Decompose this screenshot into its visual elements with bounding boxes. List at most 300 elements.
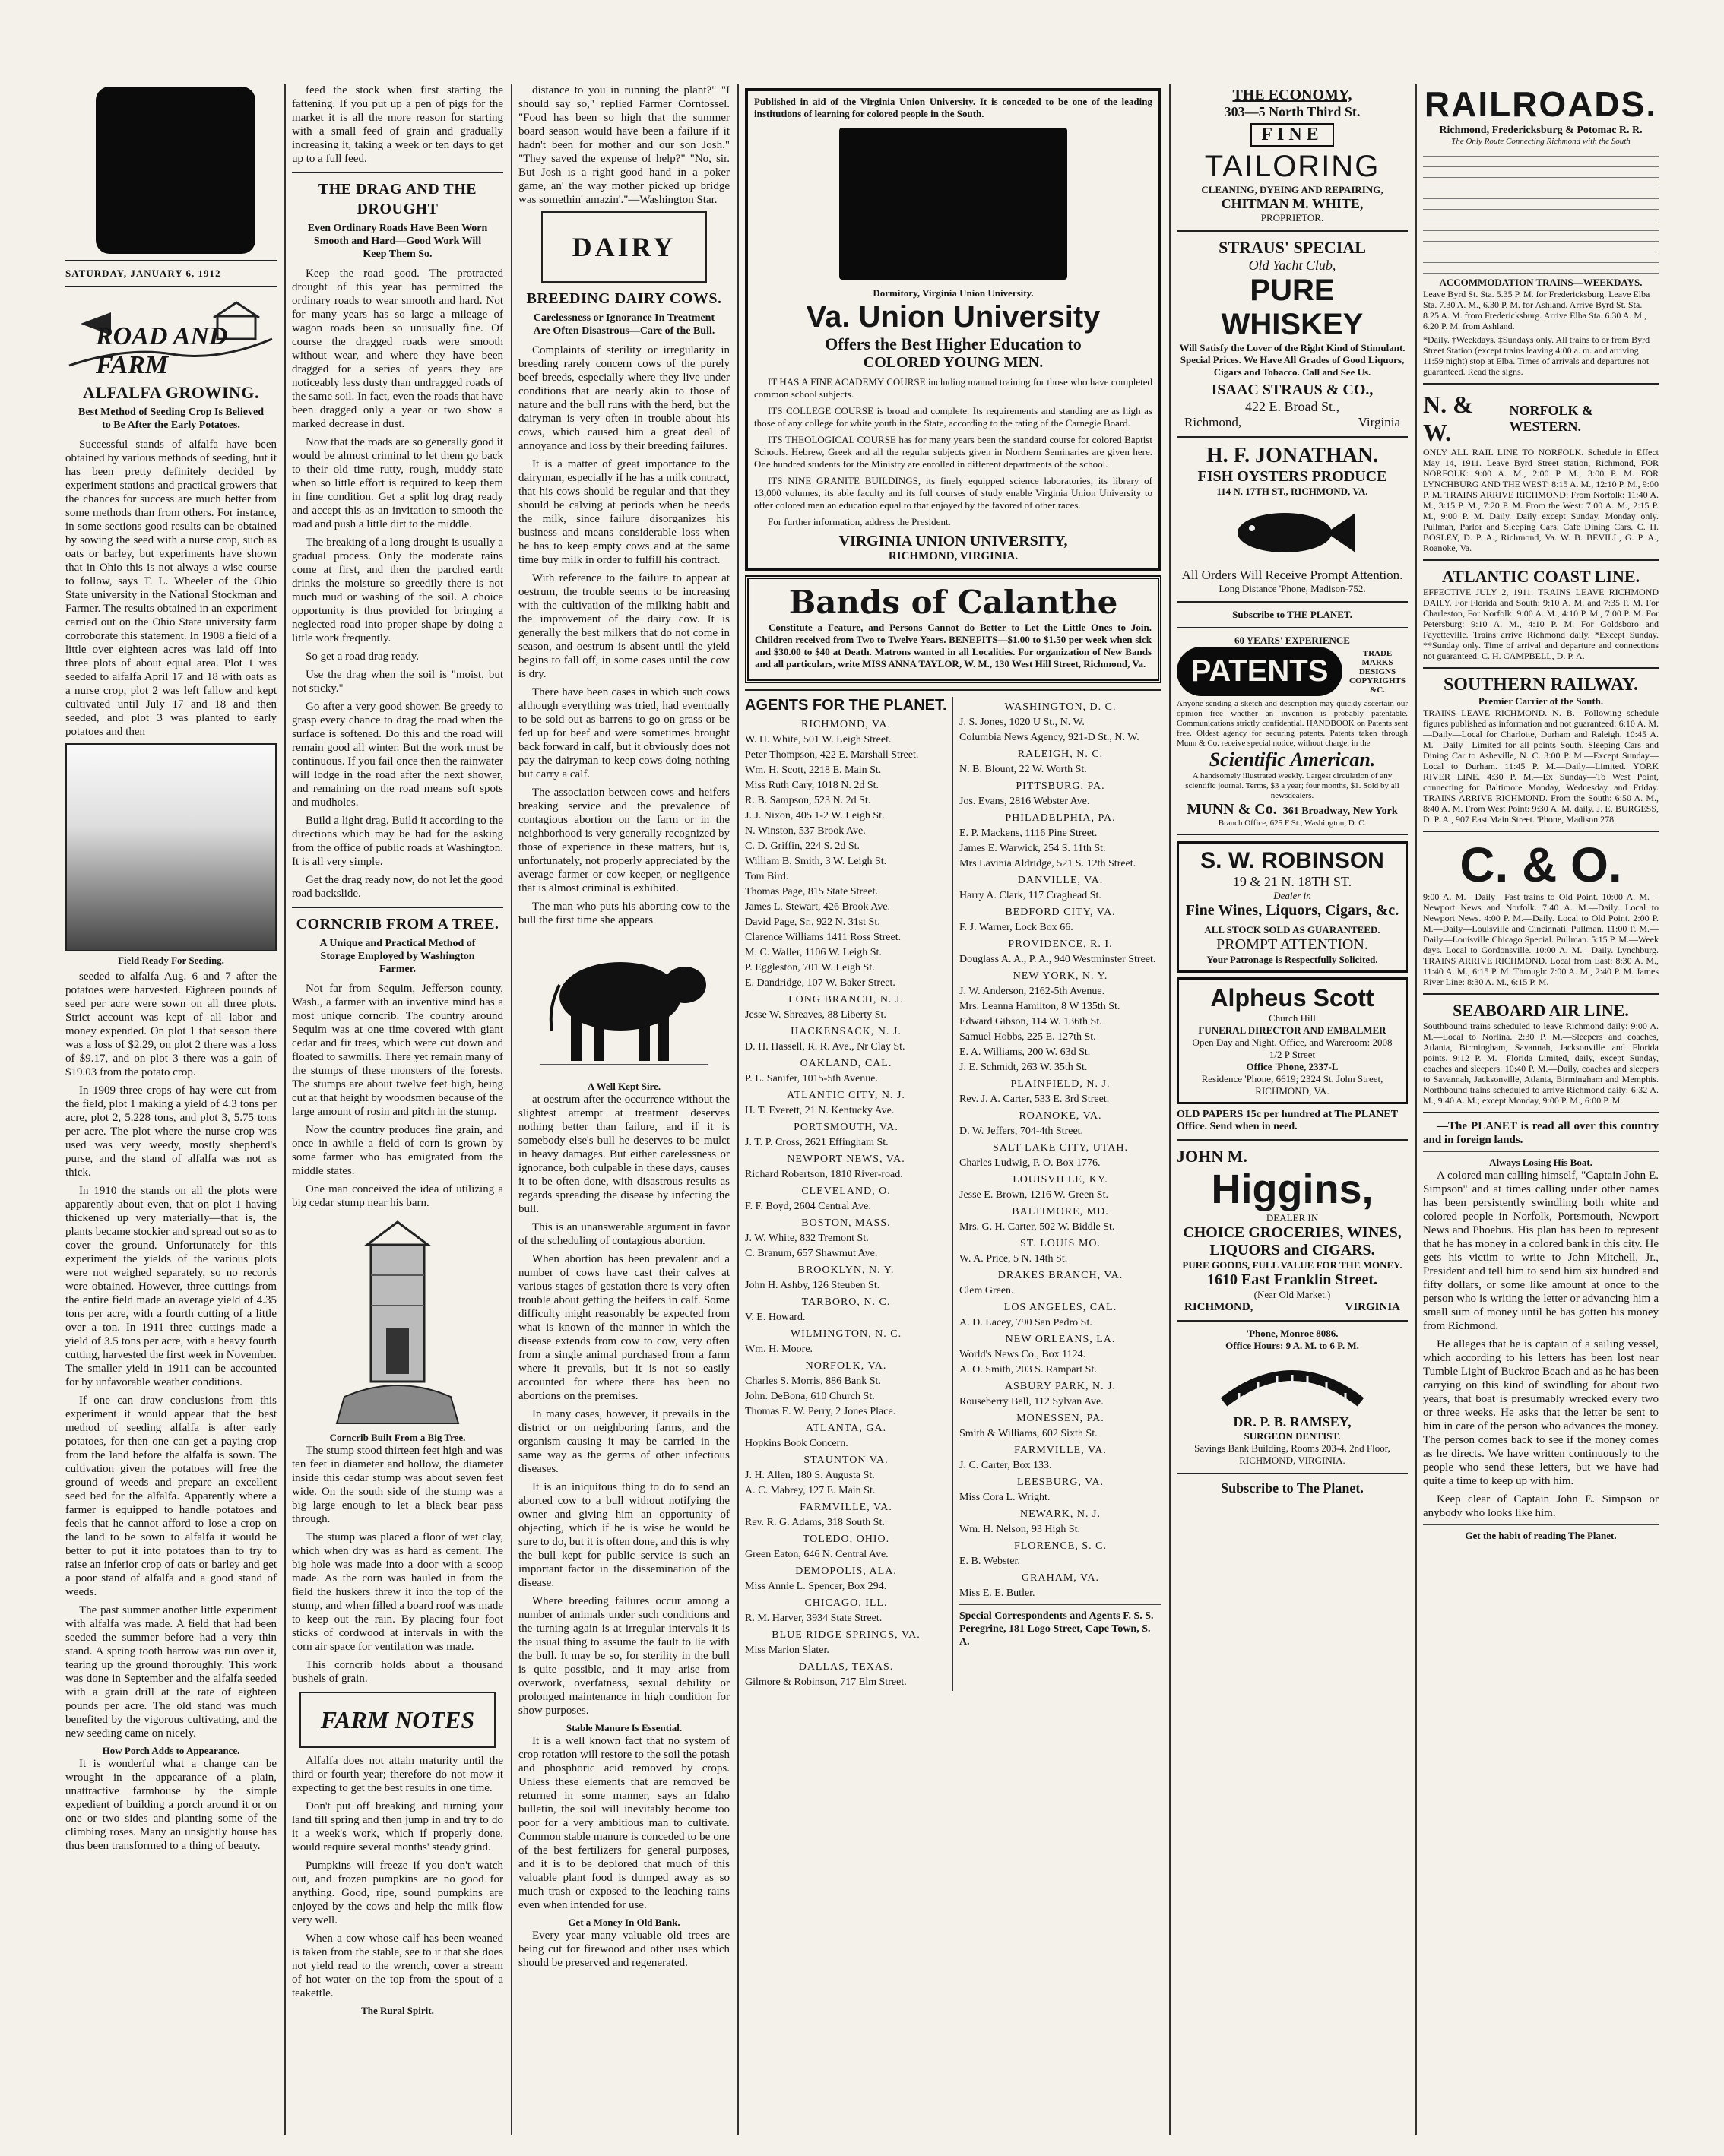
university-subtitle: COLORED YOUNG MEN. xyxy=(863,354,1044,371)
article-paragraph: It is a well known fact that no system of crop rotation will restore to the soil the potash and phosphoric acid removed by crops. Unless these elements that are removed be returned in some manner, says an Idaho bulletin, the soil will inevitably become too poor for a very ambitious man to cultivate. Common stable manure is conceded to be one of the best fertilizers for general purposes, and it is to be deplored that much of this valuable plant food is dumped away as so much trash or exposed to the leaching rains even when intended for use. xyxy=(518,1735,730,1911)
agent-city: RICHMOND, VA. xyxy=(801,719,891,730)
agents-right-container xyxy=(959,701,1161,1600)
patents-title: PATENTS xyxy=(1177,647,1342,696)
agent-entry: Miss Marion Slater. xyxy=(745,1645,829,1656)
agent-entry: M. C. Waller, 1106 W. Leigh St. xyxy=(745,947,882,958)
article-paragraph: In 1910 the stands on all the plots were apparently about even, that on plot 1 having thickened up very materially—that is, the plants became stockier and spread out so as to cover the ground. Unfortunately for this experiment the yields of the various plots were not weighed separately, so no records were obtained. However, three cuttings from the entire field made an average yield of 4.35 tons per acre, with a fourth cutting of a little over a ton. In 1911 three cuttings made a yield of 3.5 tons per acre, with a heavy fourth cutting, harvested the first week in November. The smaller yield in 1911 can be accounted for by unfavorable weather conditions. xyxy=(65,1185,277,1388)
agent-entry: C. D. Griffin, 224 S. 2d St. xyxy=(745,841,860,852)
agent-entry: J. S. Jones, 1020 U St., N. W. xyxy=(959,717,1085,728)
agent-city: DEMOPOLIS, ALA. xyxy=(795,1566,897,1577)
field-photo-image xyxy=(65,743,277,951)
agent-city: BOSTON, MASS. xyxy=(801,1217,891,1229)
agent-city: ASBURY PARK, N. J. xyxy=(1004,1381,1117,1392)
nw-subtitle: NORFOLK & WESTERN. xyxy=(1509,403,1594,434)
agent-entry: Wm. H. Moore. xyxy=(745,1344,813,1355)
straus-city: Richmond, xyxy=(1184,415,1242,429)
article-paragraph: seeded to alfalfa Aug. 6 and 7 after the potatoes were harvested. Eighteen pounds of seed per acre were sown on all three plots. Strict account was kept of all labor and money expended. On plot 1 that season there was a loss of $2.29, on plot 2 there was a loss of $9.17, and on plot 3 there was a gain of $19.03 from the potato crop. xyxy=(65,970,277,1078)
robinson-address: 19 & 21 N. 18TH ST. xyxy=(1232,874,1352,889)
agents-left-container xyxy=(745,719,947,1689)
nw-title: N. & W. xyxy=(1423,391,1473,446)
agent-city: BLUE RIDGE SPRINGS, VA. xyxy=(772,1629,921,1641)
patents-header xyxy=(1177,647,1408,696)
higgins-goods: CHOICE GROCERIES, WINES, LIQUORS and CIGARS. xyxy=(1183,1224,1402,1258)
agent-entry: J. H. Allen, 180 S. Augusta St. xyxy=(745,1470,875,1481)
straus-address: 422 E. Broad St., xyxy=(1245,399,1339,414)
agent-entry: William B. Smith, 3 W. Leigh St. xyxy=(745,856,887,867)
farm-note: Don't put off breaking and turning your land till spring and then jump in and try to do it a week's work, which if properly done, would require several months' steady grind. xyxy=(292,1800,503,1854)
agent-entry: Charles Ludwig, P. O. Box 1776. xyxy=(959,1157,1101,1169)
article-subtitle: Carelessness or Ignorance In Treatment Are Often Disastrous—Care of the Bull. xyxy=(533,312,715,337)
university-ad xyxy=(745,88,1161,571)
column-6 xyxy=(1418,84,1663,2135)
divider xyxy=(1177,1139,1408,1141)
schedule-row xyxy=(1423,231,1659,242)
agent-entry: World's News Co., Box 1124. xyxy=(959,1349,1086,1360)
agent-entry: D. H. Hassell, R. R. Ave., Nr Clay St. xyxy=(745,1041,905,1053)
patents-munn-address: 361 Broadway, New York xyxy=(1282,806,1398,817)
farm-note: Alfalfa does not attain maturity until the third or fourth year; therefore do not mow it expecting to get the best results in one time. xyxy=(292,1755,503,1794)
image-caption: Corncrib Built From a Big Tree. xyxy=(329,1432,466,1443)
divider xyxy=(1177,436,1408,438)
article-title: BREEDING DAIRY COWS. xyxy=(526,290,722,307)
agent-entry: F. F. Boyd, 2604 Central Ave. xyxy=(745,1201,871,1212)
agent-city: PROVIDENCE, R. I. xyxy=(1008,939,1113,950)
column-rule xyxy=(1415,84,1417,2135)
agent-entry: Charles S. Morris, 886 Bank St. xyxy=(745,1376,881,1387)
column-rule xyxy=(284,84,286,2135)
old-papers-notice: OLD PAPERS 15c per hundred at The PLANET Office. Send when in need. xyxy=(1177,1109,1398,1132)
divider xyxy=(959,1604,1161,1605)
agent-city: NEWPORT NEWS, VA. xyxy=(787,1154,905,1165)
agent-entry: Edward Gibson, 114 W. 136th St. xyxy=(959,1016,1102,1027)
patents-mark: TRADE MARKS xyxy=(1361,648,1393,667)
image-caption: A Well Kept Sire. xyxy=(587,1081,661,1092)
university-intro: Published in aid of the Virginia Union University. It is conceded to be one of the leading institutions of learning for colored people in the South. xyxy=(754,96,1152,119)
divider xyxy=(1423,831,1659,832)
schedule-row xyxy=(1423,146,1659,157)
agent-city: CLEVELAND, O. xyxy=(801,1186,891,1197)
university-paragraph: IT HAS A FINE ACADEMY COURSE including manual training for those who have completed common school subjects. xyxy=(754,376,1152,400)
schedule-row xyxy=(1423,167,1659,178)
agent-city: SALT LAKE CITY, UTAH. xyxy=(993,1142,1128,1154)
agent-entry: John H. Ashby, 126 Steuben St. xyxy=(745,1280,880,1291)
divider xyxy=(292,907,503,908)
article-paragraph: distance to you in running the plant?" "I should say so," replied Farmer Corntossel. "Food has been so high that the summer board season would have been a failure if it hadn't been for mother and our son Josh." "They saved the expense of help?" "No, sir. But Josh is a right good hand in a poker game, an' the way mother picked up bridge was somethin' amazin'."—Washington Star. xyxy=(518,84,730,206)
section-title: How Porch Adds to Appearance. xyxy=(102,1745,240,1756)
schedule-row xyxy=(1423,178,1659,188)
university-paragraph: For further information, address the President. xyxy=(768,516,951,527)
agent-entry: J. W. Anderson, 2162-5th Avenue. xyxy=(959,986,1105,997)
seaboard-title: SEABOARD AIR LINE. xyxy=(1453,1001,1629,1020)
habit-notice: Get the habit of reading The Planet. xyxy=(1465,1530,1617,1541)
agents-section xyxy=(745,697,1161,1691)
article-paragraph: So get a road drag ready. xyxy=(306,651,419,663)
agent-entry: John. DeBona, 610 Church St. xyxy=(745,1391,875,1402)
straus-name: ISAAC STRAUS & CO., xyxy=(1211,381,1374,398)
divider xyxy=(1177,1473,1408,1474)
article-subtitle: Even Ordinary Roads Have Been Worn Smooth and Hard—Good Work Will Keep Them So. xyxy=(307,223,488,260)
agents-list-left xyxy=(745,697,953,1691)
agent-entry: Peter Thompson, 422 E. Marshall Street. xyxy=(745,749,919,761)
agent-entry: Rev. R. G. Adams, 318 South St. xyxy=(745,1517,885,1528)
agent-city: WILMINGTON, N. C. xyxy=(790,1328,902,1340)
agent-entry: A. D. Lacey, 790 San Pedro St. xyxy=(959,1317,1092,1328)
agent-entry: Jesse W. Shreaves, 88 Liberty St. xyxy=(745,1009,886,1021)
schedule-row xyxy=(1423,199,1659,210)
agent-city: ATLANTA, GA. xyxy=(805,1423,887,1434)
agent-city: PITTSBURG, PA. xyxy=(1016,780,1105,792)
higgins-market: (Near Old Market.) xyxy=(1253,1289,1331,1300)
scott-hours: Open Day and Night. Office, and Wareroom: 2008 1/2 P Street xyxy=(1192,1037,1393,1060)
acl-text: EFFECTIVE JULY 2, 1911. TRAINS LEAVE RICHMOND DAILY. For Florida and South: 9:10 A. M. and 7:35 P. M. For Charleston, For Norfolk: 9:00 A. M., 4:10 P. M., 7:00 P. M. For Petersburg: 9:10 A. M., 4:10 P. M. For Goldsboro and Fayetteville. Trains arrive Richmond daily. *Except Sunday. **Sunday only. Time of arrival and departure and connections not guaranteed. C. H. CAMPBELL, D. P. A. xyxy=(1423,587,1659,661)
divider xyxy=(1177,627,1408,628)
higgins-location xyxy=(1177,1301,1408,1314)
agent-city: PHILADELPHIA, PA. xyxy=(1005,812,1116,824)
losing-title: Always Losing His Boat. xyxy=(1489,1157,1592,1168)
southern-text: TRAINS LEAVE RICHMOND. N. B.—Following schedule figures published as information and not guaranteed: 6:10 A. M.—Daily—Local for Charlotte, Durham and Raleigh. 10:45 A. M.—Daily—Limited for all points South. Sleeping Cars and Dining Car to Asheville, N. C. 3:00 P. M.—Except Sunday—Local to Durham. 11:45 P. M.—Daily—Limited. YORK RIVER LINE. 4:30 P. M.—Ex Sunday—To West Point, connecting for Baltimore Monday, Wednesday and Friday. TRAINS ARRIVE RICHMOND. From the South: 6:50 A. M., 8:40 A. M. From West Point: 9:30 A. M. daily. J. E. BURGESS, D. P. A., 907 East Main Street. 'Phone, Madison 278. xyxy=(1423,708,1659,825)
jonathan-orders: All Orders Will Receive Prompt Attention. xyxy=(1181,568,1403,582)
agent-entry: R. M. Harver, 3934 State Street. xyxy=(745,1613,883,1624)
issue-date: SATURDAY, JANUARY 6, 1912 xyxy=(65,268,221,279)
ramsey-address: Savings Bank Building, Rooms 203-4, 2nd Floor, RICHMOND, VIRGINIA. xyxy=(1194,1442,1390,1466)
agent-city: LEESBURG, VA. xyxy=(1016,1477,1104,1488)
agent-entry: J. T. P. Cross, 2621 Effingham St. xyxy=(745,1137,889,1148)
agent-entry: Samuel Hobbs, 225 E. 127th St. xyxy=(959,1031,1096,1043)
agent-entry: E. A. Williams, 200 W. 63d St. xyxy=(959,1046,1091,1058)
agent-entry: Jos. Evans, 2816 Webster Ave. xyxy=(959,796,1090,807)
university-paragraph: ITS NINE GRANITE BUILDINGS, its finely equipped science laboratories, its library of 13,000 volumes, its able faculty and its full courses of study enable Virginia Union University to offer colored men an education equal to that enjoyed by the favored of other races. xyxy=(754,475,1152,511)
divider xyxy=(1423,1524,1659,1525)
agent-entry: Tom Bird. xyxy=(745,871,789,882)
corncrib-tree-image xyxy=(322,1214,474,1427)
straus-yacht: Old Yacht Club, xyxy=(1248,258,1336,273)
robinson-patronage: Your Patronage is Respectfully Solicited. xyxy=(1206,954,1378,965)
agent-entry: Thomas Page, 815 State Street. xyxy=(745,886,878,898)
agent-city: BROOKLYN, N. Y. xyxy=(797,1265,895,1276)
agent-city: NEWARK, N. J. xyxy=(1020,1509,1101,1520)
agent-city: HACKENSACK, N. J. xyxy=(791,1026,902,1037)
divider xyxy=(292,172,503,173)
article-subtitle: A Unique and Practical Method of Storage Employed by Washington Farmer. xyxy=(319,938,476,975)
calanthe-text: Constitute a Feature, and Persons Cannot do Better to Let the Little Ones to Join. Children received from Two to Twelve Years. BENEFITS—$1.00 to $1.50 per week when sick and $30.00 to $40 at Death. Matrons wanted in all Localities. For organization of New Bands and all particulars, write MISS ANNA TAYLOR, W. M., 130 West Hill Street, Richmond, Va. xyxy=(755,622,1152,670)
scott-residence: Residence 'Phone, 6619; 2324 St. John Street, RICHMOND, VA. xyxy=(1201,1073,1383,1097)
schedule-row xyxy=(1423,210,1659,220)
dairy-banner: DAIRY xyxy=(541,211,707,283)
robinson-sold: ALL STOCK SOLD AS GUARANTEED. xyxy=(1204,924,1380,936)
article-paragraph: Keep clear of Captain John E. Simpson or anybody who looks like him. xyxy=(1423,1493,1659,1519)
economy-tailoring: TAILORING xyxy=(1204,150,1380,183)
fish-illustration xyxy=(1177,502,1408,563)
article-title: ALFALFA GROWING. xyxy=(82,383,260,402)
divider xyxy=(65,260,277,261)
economy-owner: CHITMAN M. WHITE, xyxy=(1221,196,1364,211)
agent-city: MONESSEN, PA. xyxy=(1016,1413,1104,1424)
jonathan-phone: Long Distance 'Phone, Madison-752. xyxy=(1219,583,1366,594)
rf-title: Richmond, Fredericksburg & Potomac R. R. xyxy=(1439,125,1643,136)
higgins-address: 1610 East Franklin Street. xyxy=(1206,1271,1378,1288)
schedule-row xyxy=(1423,252,1659,263)
robinson-dealer: Dealer in xyxy=(1273,890,1311,901)
agent-entry: R. B. Sampson, 523 N. 2d St. xyxy=(745,795,871,806)
article-paragraph: The past summer another little experiment with alfalfa was made. A field that had been seeded the summer before had a very thin stand. A spring tooth harrow was run over it, tearing up the ground thoroughly. This work was done in September and the alfalfa seeded with a grain drill at the rate of eighteen pounds per acre. The old stand was much benefited by the vigorous cultivating, and the new seeding came on nicely. xyxy=(65,1604,277,1740)
agent-city: DALLAS, TEXAS. xyxy=(798,1661,894,1673)
divider xyxy=(1177,1320,1408,1322)
agent-entry: Wm. H. Scott, 2218 E. Main St. xyxy=(745,765,882,776)
divider xyxy=(1423,667,1659,669)
divider xyxy=(1423,993,1659,995)
article-paragraph: This is an unanswerable argument in favor of the scheduling of contagious abortion. xyxy=(518,1221,730,1247)
agent-entry: Miss Cora L. Wright. xyxy=(959,1492,1051,1503)
agent-entry: Mrs. Leanna Hamilton, 8 W 135th St. xyxy=(959,1001,1120,1012)
section-title: The Rural Spirit. xyxy=(361,2005,434,2016)
co-text: 9:00 A. M.—Daily—Fast trains to Old Point. 10:00 A. M.—Newport News and Norfolk. 7:40 A. M.—Daily. Local to Newport News. 4:00 P. M.—Daily. Local to Old Point. 2:00 P. M.—Daily—Louisville and Cincinnati. Pullman. 11:00 P. M.—Daily—Louisville Chicago Special. Pullman. 5:15 P. M.—Week days. Local to Gordonsville. 10:00 A. M.—Daily. Lynchburg. TRAINS ARRIVE RICHMOND. Local from East: 8:30 A. M., 11:40 A. M., 6:15 P. M. Through: 7:00 A. M., 2:40 P. M. James River Line: 8:30 A. M., 6:15 P. M. xyxy=(1423,891,1659,987)
agent-city: FLORENCE, S. C. xyxy=(1014,1540,1107,1552)
column-rule xyxy=(1169,84,1171,2135)
fish-icon xyxy=(1228,502,1357,563)
ramsey-hours: Office Hours: 9 A. M. to 6 P. M. xyxy=(1225,1340,1359,1351)
bull-illustration xyxy=(518,932,730,1076)
agent-city: LOS ANGELES, CAL. xyxy=(1003,1302,1117,1313)
agent-entry: V. E. Howard. xyxy=(745,1312,806,1323)
article-paragraph: He alleges that he is captain of a sailing vessel, which according to his letters has been lost near Tumble Light of Buckroe Beach and as he has been carrying on this kind of swindling for about two years, that boat is presumably wrecked every two or three weeks. He asks that the letter be sent to him in care of the person who advances the money. The person comes back to see if the money comes as he directs. We have written continuously to the people who send these letters, but we have had quite a time to keep up with him. xyxy=(1423,1338,1659,1487)
agent-city: BEDFORD CITY, VA. xyxy=(1005,907,1116,918)
agent-city: ROANOKE, VA. xyxy=(1019,1110,1102,1122)
higgins-city: RICHMOND, xyxy=(1184,1301,1253,1313)
article-paragraph: When abortion has been prevalent and a number of cows have cast their calves at various stages of gestation there is very often trouble about getting the heifers in calf. Some difficulty might reasonably be expected from what is known of the manner in which the disease extends from cow to cow, very often from a single animal purchased from a farm where it prevails, but it is not so easily accounted for where there has been no abortions on the premises. xyxy=(518,1253,730,1402)
straus-text: Will Satisfy the Lover of the Right Kind of Stimulant. Special Prices. We Have All Grades of Good Liquors, Cigars and Tobacco. Call and See Us. xyxy=(1179,342,1406,378)
agent-entry: A. C. Mabrey, 127 E. Main St. xyxy=(745,1485,876,1496)
agent-city: TARBORO, N. C. xyxy=(801,1296,891,1308)
robinson-prompt: PROMPT ATTENTION. xyxy=(1216,936,1368,953)
agent-city: NEW YORK, N. Y. xyxy=(1013,970,1108,982)
farm-notes-banner: FARM NOTES xyxy=(299,1692,496,1748)
divider xyxy=(1423,1151,1659,1152)
university-subtitle: Offers the Best Higher Education to xyxy=(825,334,1082,353)
article-paragraph: The man who puts his aborting cow to the bull the first time she appears xyxy=(518,901,730,926)
agent-city: NORFOLK, VA. xyxy=(805,1360,887,1372)
article-paragraph: Use the drag when the soil is "moist, but not sticky." xyxy=(292,669,503,695)
agent-city: PORTSMOUTH, VA. xyxy=(794,1122,898,1133)
agent-entry: D. W. Jeffers, 704-4th Street. xyxy=(959,1125,1084,1137)
agent-entry: J. W. White, 832 Tremont St. xyxy=(745,1233,869,1244)
agent-entry: Mrs Lavinia Aldridge, 521 S. 12th Street. xyxy=(959,858,1136,869)
agent-city: CHICAGO, ILL. xyxy=(804,1597,888,1609)
rf-schedule-table xyxy=(1423,146,1659,274)
economy-proprietor: PROPRIETOR. xyxy=(1260,212,1324,223)
agent-entry: Clarence Williams 1411 Ross Street. xyxy=(745,932,902,943)
subscribe-bottom: Subscribe to The Planet. xyxy=(1221,1480,1364,1496)
article-paragraph: In 1909 three crops of hay were cut from the field, plot 1 making a yield of 4.3 tons per acre, plot 2, 5.228 tons, and plot 3, 5.75 tons per acre. The plot where the nurse crop was used was very weedy, mostly shepherd's purse, and the stand of alfalfa was not as thick. xyxy=(65,1084,277,1179)
agent-entry: A. O. Smith, 203 S. Rampart St. xyxy=(959,1364,1097,1376)
straus-location xyxy=(1177,415,1408,430)
divider xyxy=(1177,834,1408,835)
agent-entry: Rouseberry Bell, 112 Sylvan Ave. xyxy=(959,1396,1104,1407)
agent-entry: N. Winston, 537 Brook Ave. xyxy=(745,825,866,837)
scott-phone: Office 'Phone, 2337-L xyxy=(1246,1061,1339,1072)
jonathan-name: H. F. JONATHAN. xyxy=(1206,444,1379,467)
column-1 xyxy=(61,84,281,2135)
article-paragraph: The association between cows and heifers breaking service and the prevalence of contagious abortion on the farm or in the neighborhood is very generally recognized by those of experience in these matters, but is, unfortunately, not properly appreciated by the average farmer or cow keeper, or negligence that is almost criminal is exhibited. xyxy=(518,787,730,894)
higgins-dealer: DEALER IN xyxy=(1266,1212,1319,1224)
agent-entry: David Page, Sr., 922 N. 31st St. xyxy=(745,917,880,928)
teeth-illustration xyxy=(1177,1357,1408,1410)
section-title: Get a Money In Old Bank. xyxy=(568,1917,680,1928)
article-paragraph: This corncrib holds about a thousand bushels of grain. xyxy=(292,1659,503,1685)
agent-entry: Mrs. G. H. Carter, 502 W. Biddle St. xyxy=(959,1221,1115,1233)
article-paragraph: Every year many valuable old trees are being cut for firewood and other uses which should be preserved and regenerated. xyxy=(518,1930,730,1969)
article-paragraph: It is wonderful what a change can be wrought in the appearance of a plain, unattractive farmhouse by the simple expedient of building a porch around it or on one or two sides and planting some of the climbing roses. Many an unsightly house has thus been transformed to a thing of beauty. xyxy=(65,1758,277,1852)
agent-entry: Columbia News Agency, 921-D St., N. W. xyxy=(959,732,1139,743)
patents-munn-row xyxy=(1177,801,1408,818)
agent-city: DANVILLE, VA. xyxy=(1017,875,1104,886)
jonathan-line: FISH OYSTERS PRODUCE xyxy=(1197,468,1387,485)
article-paragraph: If one can draw conclusions from this experiment it would appear that the best method of seeding alfalfa is after early potatoes, for then one can get a paying crop from the land before the alfalfa is sown. The cultivation given the potatoes will free the ground of weeds and prepare an excellent seed bed for the alfalfa. Apparently where a farmer is equipped to handle potatoes and feels that he cannot afford to lose a crop on the land to be sown to alfalfa it would be better to put it into potatoes than to try to raise an inferior crop of oats or barley and get a poor stand of alfalfa and a good stand of weeds. xyxy=(65,1395,277,1598)
article-paragraph: It is a matter of great importance to the dairyman, especially if he has a milk contract, that his cows should be regular and that they should be calving at periods when he needs the milk, since failure disorganizes his business and means considerable loss when he has to keep empty cows and at the same time buy milk in order to fulfill his contract. xyxy=(518,458,730,566)
article-paragraph: feed the stock when first starting the fattening. If you put up a pen of pigs for the market it is all the more reason for starting with a small feed of grain and gradually increasing it, taking a week or ten days to get up to a full feed. xyxy=(292,84,503,165)
dormitory-photo-image xyxy=(839,128,1067,280)
patents-sci-text: A handsomely illustrated weekly. Largest circulation of any scientific journal. Terms, $3 a year; four months, $1. Sold by all newsdealers. xyxy=(1185,771,1399,800)
agent-entry: Miss Ruth Cary, 1018 N. 2d St. xyxy=(745,780,879,791)
nw-text: ONLY ALL RAIL LINE TO NORFOLK. Schedule in Effect May 14, 1911. Leave Byrd Street station, Richmond, FOR NORFOLK: 9:00 A. M., 2:00 P. M., 3:00 P. M. FOR LYNCHBURG AND THE WEST: 8:15 A. M., 12:10 P. M., 9:00 P. M. TRAINS ARRIVE RICHMOND: From Norfolk: 11:40 A. M., 3:15 P. M., 7:20 P. M. From the West: 7:00 A. M., 2:15 P. M., 9:00 P. M. Daily. Daily except Sunday. Monday only. Pullman, Parlor and Sleeping Cars. Cafe Dining Cars. C. H. BOSLEY, D. P. A., Richmond, Va. W. B. BEVILL, G. P. A., Roanoke, Va. xyxy=(1423,447,1659,553)
article-paragraph: A colored man calling himself, "Captain John E. Simpson" and at times calling under other names has been persistently swindling both white and colored people in Norfolk, Portsmouth, Newport News and Phoebus. His plan has been to represent that he has money in a colored bank in this city. He gets his victim to write to John Mitchell, Jr., President and tell him to send him six hundred and fifty dollars, or some like amount at once to the person who is writing the letter or advancing him a small sum of money until he has gotten his money from Richmond. xyxy=(1423,1170,1659,1332)
agent-entry: Rev. J. A. Carter, 533 E. 3rd Street. xyxy=(959,1094,1110,1105)
robinson-name: S. W. ROBINSON xyxy=(1200,848,1384,873)
teeth-icon xyxy=(1216,1357,1368,1410)
image-caption: Field Ready For Seeding. xyxy=(118,955,224,966)
article-subtitle: Best Method of Seeding Crop Is Believed to Be After the Early Potatoes. xyxy=(78,407,264,431)
article-paragraph: at oestrum after the occurrence without the slightest attempt at treatment deserves nothing better than failure, and if it is somebody else's bull he deserves to be mulct in heavy damages. But either carelessness or ignorance, both culpable in these days, causes it to be often done, with disastrous results as regards spreading the disease by infecting the bull. xyxy=(518,1094,730,1215)
agent-entry: Douglass A. A., P. A., 940 Westminster Street. xyxy=(959,954,1156,965)
agent-entry: J. C. Carter, Box 133. xyxy=(959,1460,1052,1471)
agent-city: ATLANTIC CITY, N. J. xyxy=(787,1090,905,1101)
calanthe-title: Bands of Calanthe xyxy=(788,584,1118,621)
seaboard-text: Southbound trains scheduled to leave Richmond daily: 9:00 A. M.—Local to Norlina. 2:30 P. M.—Sleepers and coaches, Atlanta, Birmingham, Savannah, Jacksonville and Florida points. 9:12 P. M.—Florida Limited, daily, except Sunday, coaches and sleepers. 10:40 P. M.—Daily, coaches and sleepers to Savannah, Jacksonville, Atlanta, Birmingham and Memphis. Northbound trains scheduled to arrive Richmond daily: 6:32 A. M., 9:40 A. M.; except Monday, 9:00 P. M., 6:00 P. M. xyxy=(1423,1021,1659,1106)
university-footer: VIRGINIA UNION UNIVERSITY, xyxy=(838,533,1068,549)
agents-footer: Special Correspondents and Agents F. S. S. Peregrine, 181 Logo Street, Cape Town, S. A. xyxy=(959,1610,1154,1648)
patents-marks xyxy=(1347,649,1408,695)
economy-title: THE ECONOMY, xyxy=(1232,87,1352,103)
agent-city: OAKLAND, CAL. xyxy=(800,1058,892,1069)
agent-city: WASHINGTON, D. C. xyxy=(1004,701,1117,713)
article-paragraph: Keep the road good. The protracted drought of this year has permitted the ordinary roads to wear smooth and hard. Not for many years has so large a mileage of wagon roads been so unusually fine. Of course the dragged roads were smooth without wear, and where they have been dragged for a series of years they are noticeably less dusty than undragged roads of the same soil. In fact, even the roads that have been dragged only a year or two show a marked decrease in dust. xyxy=(292,268,503,430)
agent-entry: W. A. Price, 5 N. 14th St. xyxy=(959,1253,1068,1265)
agent-entry: N. B. Blount, 22 W. Worth St. xyxy=(959,764,1087,775)
corncrib-illustration xyxy=(292,1214,503,1427)
divider xyxy=(1423,1112,1659,1113)
agent-entry: F. J. Warner, Lock Box 66. xyxy=(959,922,1073,933)
ramsey-title: SURGEON DENTIST. xyxy=(1244,1430,1341,1442)
southern-title: SOUTHERN RAILWAY. xyxy=(1443,675,1639,695)
agent-city: BALTIMORE, MD. xyxy=(1012,1206,1109,1217)
article-title: CORNCRIB FROM A TREE. xyxy=(296,916,499,932)
schedule-row xyxy=(1423,263,1659,274)
robinson-goods: Fine Wines, Liquors, Cigars, &c. xyxy=(1185,902,1399,919)
agent-entry: Thomas E. W. Perry, 2 Jones Place. xyxy=(745,1406,896,1417)
agent-city: LONG BRANCH, N. J. xyxy=(788,994,904,1005)
agent-city: NEW ORLEANS, LA. xyxy=(1005,1334,1116,1345)
road-farm-title: ROAD AND FARM xyxy=(96,322,228,379)
agents-list-right xyxy=(959,697,1161,1691)
column-5 xyxy=(1172,84,1412,2135)
agent-entry: Richard Robertson, 1810 River-road. xyxy=(745,1169,903,1180)
article-paragraph: Get the drag ready now, do not let the good road backslide. xyxy=(292,874,503,900)
agent-city: DRAKES BRANCH, VA. xyxy=(997,1270,1123,1281)
agent-city: LOUISVILLE, KY. xyxy=(1013,1174,1108,1186)
railroads-title: RAILROADS. xyxy=(1424,84,1658,124)
ramsey-name: DR. P. B. RAMSEY, xyxy=(1233,1414,1352,1429)
economy-fine: FINE xyxy=(1250,123,1333,147)
economy-services: CLEANING, DYEING AND REPAIRING, xyxy=(1201,184,1383,195)
agent-city: GRAHAM, VA. xyxy=(1022,1572,1099,1584)
article-paragraph: The stump was placed a floor of wet clay, which when dry was as hard as cement. The big hole was made into a door with a scoop made. As the corn was hauled in from the field the huskers threw it into the top of the stump, and when filled a board roof was made to keep out the rain. By placing four foot sticks of cordwood at intervals in with the corn air space for ventilation was made. xyxy=(292,1531,503,1653)
column-4 xyxy=(740,84,1166,2135)
article-paragraph: Where breeding failures occur among a number of animals under such conditions and the turning again is at irregular intervals it is the usual thing to assume the fault to lie with the bull. It may be so, for sterility in the bull is quite possible, and it may arise from overwork, overfatness, sexual debility or prolonged maintenance in high condition for show purposes. xyxy=(518,1595,730,1717)
scott-ad xyxy=(1177,977,1408,1104)
agent-entry: James L. Stewart, 426 Brook Ave. xyxy=(745,901,891,913)
accom-title: ACCOMMODATION TRAINS—WEEKDAYS. xyxy=(1439,277,1643,288)
patents-years: 60 YEARS' EXPERIENCE xyxy=(1234,635,1350,646)
article-paragraph: Now that the roads are so generally good it would be almost criminal to let them go back to their old time rutty, rough, muddy state when so little effort is required to keep them in fine condition. Get a split log drag ready and accept this as an invitation to smooth the road and push a little dirt to the middle. xyxy=(292,436,503,530)
article-paragraph: The stump stood thirteen feet high and was ten feet in diameter and hollow, the diameter inside this cedar stump was about seven feet wide. On the south side of the stump was a big large enough to let a black bear pass through. xyxy=(292,1445,503,1525)
article-paragraph: Not far from Sequim, Jefferson county, Wash., a farmer with an inventive mind has a most unique corncrib. The country around Sequim was at one time covered with giant cedar and fir trees, which were cut down and floated to sawmills. There yet remain many of the stumps of these monsters of the forests. The stumps are about twelve feet high, being cut at that height by woodsmen because of the large amount of rosin and pitch in the stump. xyxy=(292,983,503,1118)
co-title: C. & O. xyxy=(1459,837,1622,892)
patents-scientific: Scientific American. xyxy=(1209,749,1376,771)
agent-entry: W. H. White, 501 W. Leigh Street. xyxy=(745,734,892,746)
road-farm-banner xyxy=(65,293,277,377)
patents-mark: COPYRIGHTS &C. xyxy=(1349,676,1406,695)
accom-note: *Daily. †Weekdays. ‡Sundays only. All trains to or from Byrd Street Station (except trains leaving 4:00 a. m. and arriving 11:59 night) stop at Elba. Times of arrivals and departures not guaranteed. Read the signs. xyxy=(1423,334,1650,377)
agent-city: RALEIGH, N. C. xyxy=(1017,749,1104,760)
agent-entry: Hopkins Book Concern. xyxy=(745,1438,848,1449)
university-paragraph: ITS COLLEGE COURSE is broad and complete. Its requirements and standing are as high as those of any college for white youth in the State, according to the rating of the Carnegie Board. xyxy=(754,405,1152,429)
article-paragraph: In many cases, however, it prevails in the district or on neighboring farms, and the organism causing it may be carried in the same way as the germs of other infectious diseases. xyxy=(518,1408,730,1475)
agent-entry: C. Branum, 657 Shawmut Ave. xyxy=(745,1248,878,1259)
column-rule xyxy=(737,84,739,2135)
divider xyxy=(1423,383,1659,385)
agent-entry: Miss E. E. Butler. xyxy=(959,1588,1035,1599)
article-paragraph: Now the country produces fine grain, and once in awhile a field of corn is grown by some farmer who has emigrated from the middle states. xyxy=(292,1124,503,1177)
article-title: THE DRAG AND THE DROUGHT xyxy=(318,181,477,217)
agent-entry: Clem Green. xyxy=(959,1285,1014,1296)
article-paragraph: Build a light drag. Build it according to the directions which may be had for the asking from the office of public roads at Washington. It is all very simple. xyxy=(292,815,503,868)
farm-note: Pumpkins will freeze if you don't watch out, and frozen pumpkins are no good for anything. Good, ripe, sound pumpkins are enjoyed by the cows and help the milk flow very well. xyxy=(292,1860,503,1926)
robinson-ad xyxy=(1177,841,1408,973)
straus-state: Virginia xyxy=(1358,415,1400,429)
divider xyxy=(1177,230,1408,232)
agent-entry: J. J. Nixon, 405 1-2 W. Leigh St. xyxy=(745,810,885,822)
higgins-name: Higgins, xyxy=(1211,1167,1374,1212)
agent-entry: H. T. Everett, 21 N. Kentucky Ave. xyxy=(745,1105,895,1116)
agent-entry: E. B. Webster. xyxy=(959,1556,1020,1567)
divider xyxy=(65,286,277,287)
agent-entry: Gilmore & Robinson, 717 Elm Street. xyxy=(745,1676,907,1688)
column-2 xyxy=(287,84,508,2135)
farm-note: When a cow whose calf has been weaned is taken from the stable, see to it that she does not yield read to the wrench, cover a stream of hot water on the top from the spout of a teakettle. xyxy=(292,1933,503,1999)
economy-address: 303—5 North Third St. xyxy=(1224,104,1361,119)
rf-subtitle: The Only Route Connecting Richmond with the South xyxy=(1451,137,1631,146)
ramsey-phone: 'Phone, Monroe 8086. xyxy=(1246,1328,1339,1339)
agent-city: TOLEDO, OHIO. xyxy=(802,1534,890,1545)
university-title: Va. Union University xyxy=(806,300,1101,334)
article-paragraph: One man conceived the idea of utilizing a big cedar stump near his barn. xyxy=(292,1183,503,1209)
agent-city: FARMVILLE, VA. xyxy=(800,1502,892,1513)
divider xyxy=(745,689,1161,691)
divider xyxy=(1423,559,1659,561)
patents-branch: Branch Office, 625 F St., Washington, D. C. xyxy=(1218,818,1367,828)
column-rule xyxy=(511,84,512,2135)
article-paragraph: Complaints of sterility or irregularity in breeding rarely concern cows of the purely beef breeds, especially where they live under conditions that are nearly akin to those of nature and the bull runs with the herd, but the dairyman is very often in trouble about his cows, which caused him a great deal of annoyance and loss by their breeding failures. xyxy=(518,344,730,452)
article-paragraph: The breaking of a long drought is usually a gradual process. Only the moderate rains come at first, and then the parched earth drinks the moisture so greedily there is not much mud or washing of the soil. A choice opportunity is thus provided for bringing a neglected road into proper shape by doing a little work frequently. xyxy=(292,537,503,644)
